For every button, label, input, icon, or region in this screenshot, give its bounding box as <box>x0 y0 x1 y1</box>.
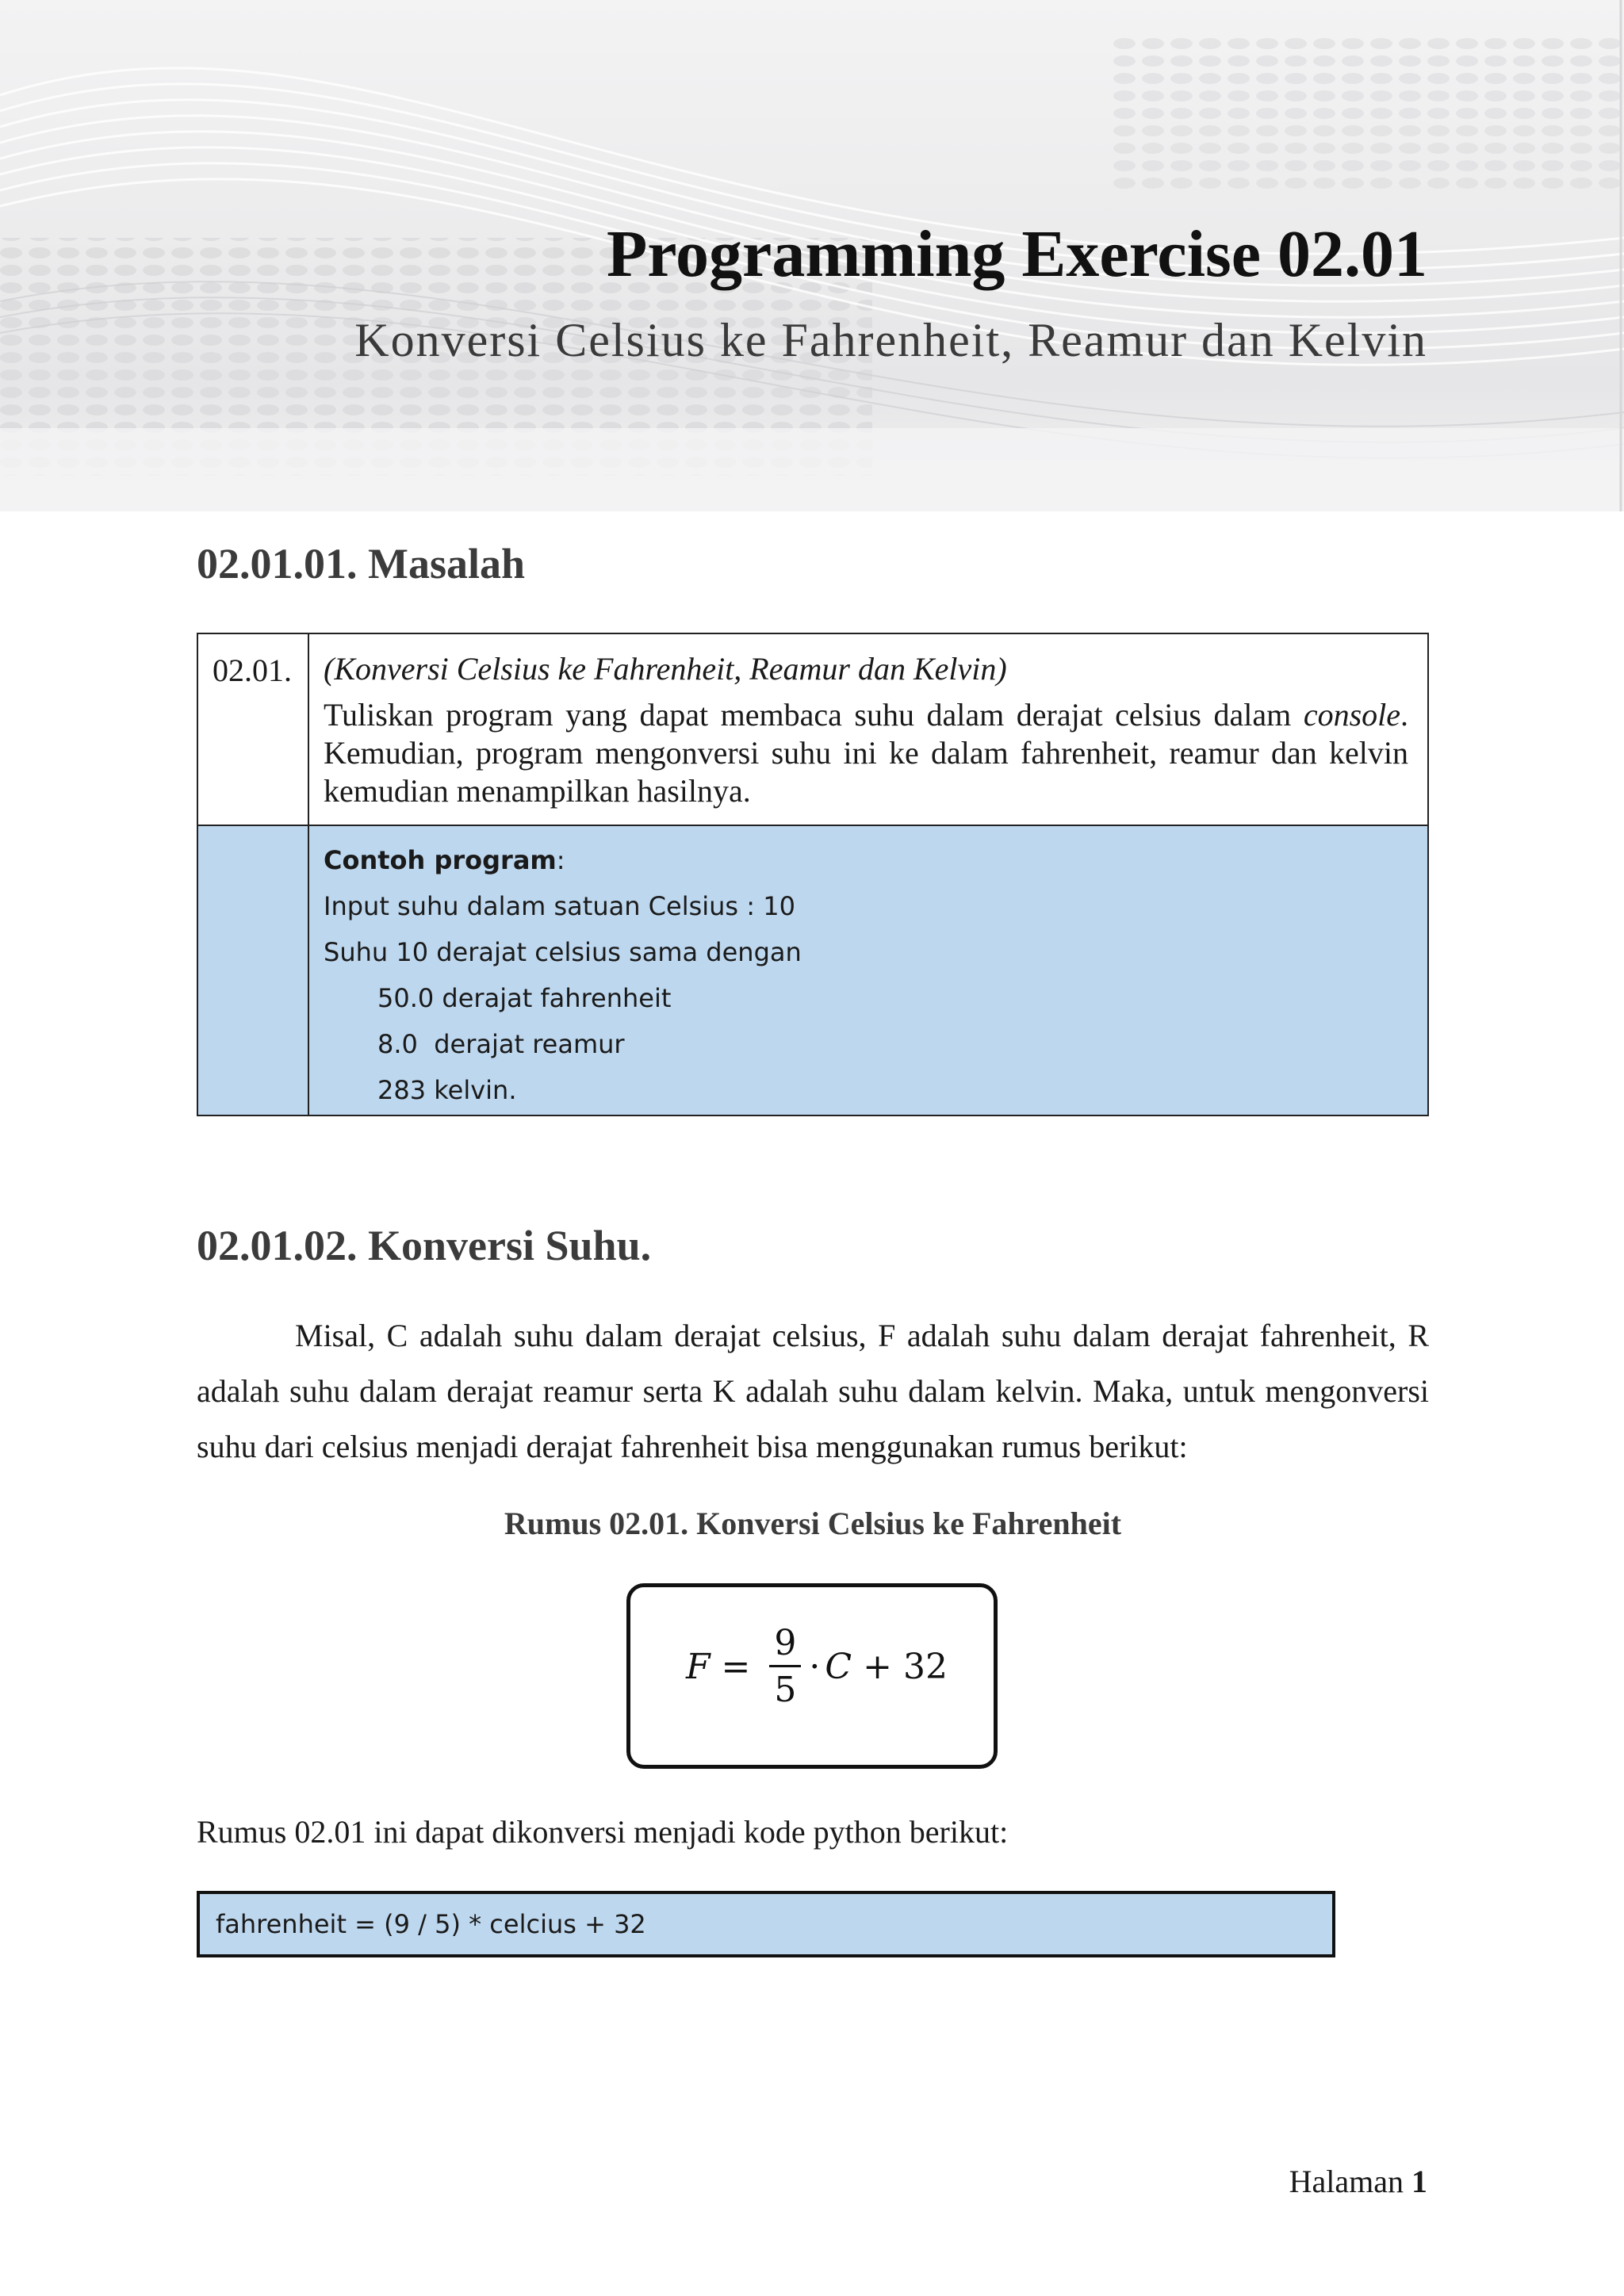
example-heading <box>324 837 1411 883</box>
problem-text <box>324 696 1408 810</box>
formula-dot: · <box>809 1647 821 1687</box>
document-subtitle: Konversi Celsius ke Fahrenheit, Reamur dan Kelvin <box>354 314 1427 366</box>
formula-plus: + <box>863 1647 892 1687</box>
header-band <box>0 0 1624 511</box>
problem-number: 02.01. <box>198 634 309 825</box>
problem-description-cell <box>309 634 1427 825</box>
page-label: Halaman <box>1289 2164 1404 2199</box>
example-line: 50.0 derajat fahrenheit <box>377 983 672 1013</box>
example-colon: : <box>556 845 565 875</box>
example-line: 283 kelvin. <box>377 1075 517 1105</box>
document-title: Programming Exercise 02.01 <box>606 217 1427 291</box>
formula-numerator: 9 <box>769 1625 801 1667</box>
problem-text-part-1: Tuliskan program yang dapat membaca suhu dalam derajat celsius dalam <box>324 697 1304 733</box>
problem-number-empty-cell <box>198 825 309 1115</box>
formula-equals: = <box>721 1647 751 1687</box>
formula-fraction <box>769 1625 801 1709</box>
formula-denominator: 5 <box>774 1670 797 1710</box>
example-line: 8.0 derajat reamur <box>377 1029 625 1059</box>
formula-box <box>626 1583 998 1769</box>
example-title: Contoh program <box>324 845 557 875</box>
formula-constant: 32 <box>902 1647 948 1687</box>
example-program-cell <box>309 825 1427 1115</box>
intro-paragraph-text: Misal, C adalah suhu dalam derajat celsius, F adalah suhu dalam derajat fahrenheit, R adalah suhu dalam derajat reamur serta K adalah suhu dalam kelvin. Maka, untuk mengonversi suhu dari celsius menjadi derajat fahrenheit bisa menggunakan rumus berikut: <box>197 1318 1429 1464</box>
section-heading-konversi-suhu: 02.01.02. Konversi Suhu. <box>197 1222 652 1269</box>
problem-table <box>197 633 1429 1116</box>
example-line: Suhu 10 derajat celsius sama dengan <box>324 937 802 967</box>
problem-text-part-2: . Kemudian, program mengonversi suhu ini ke dalam fahrenheit, reamur dan kelvin kemudian menampilkan hasilnya. <box>324 697 1408 809</box>
code-box: fahrenheit = (9 / 5) * celcius + 32 <box>197 1891 1335 1957</box>
section-heading-masalah: 02.01.01. Masalah <box>197 540 526 587</box>
page-number: 1 <box>1411 2164 1427 2199</box>
page-footer <box>1289 2163 1427 2200</box>
code-intro-text: Rumus 02.01 ini dapat dikonversi menjadi kode python berikut: <box>197 1814 1009 1850</box>
intro-paragraph <box>197 1308 1429 1475</box>
problem-title: (Konversi Celsius ke Fahrenheit, Reamur dan Kelvin) <box>324 651 1007 687</box>
problem-text-console: console <box>1303 697 1400 733</box>
formula-lhs: F <box>686 1647 710 1687</box>
formula <box>686 1625 948 1709</box>
formula-variable: C <box>825 1647 852 1687</box>
formula-caption: Rumus 02.01. Konversi Celsius ke Fahrenheit <box>504 1506 1122 1541</box>
example-line: Input suhu dalam satuan Celsius : 10 <box>324 891 795 921</box>
